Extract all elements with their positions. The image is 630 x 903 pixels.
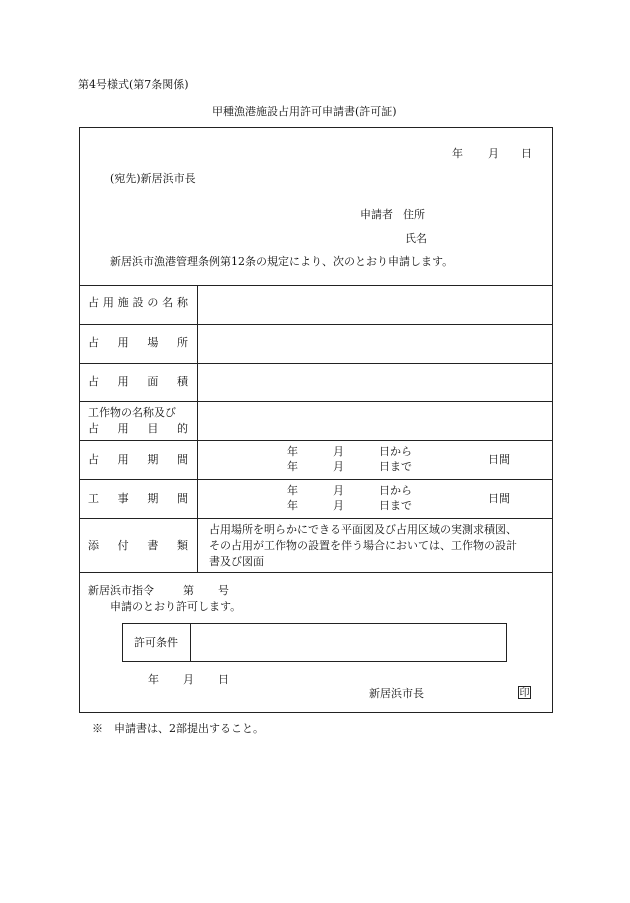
document-title: 甲種漁港施設占用許可申請書(許可証)	[212, 105, 397, 118]
occupancy-from-day: 日から	[379, 445, 412, 458]
occupancy-until-day: 日まで	[379, 460, 412, 473]
table-rule	[79, 479, 553, 480]
permit-statement: 申請のとおり許可します。	[110, 600, 242, 613]
attachments-text-line3: 書及び図面	[209, 555, 264, 568]
row-label-construction-period: 工 事 期 間	[88, 492, 188, 505]
row-label-structure-line1: 工作物の名称及び	[88, 406, 176, 419]
construction-from-month: 月	[333, 484, 344, 497]
row-label-facility-name: 占 用 施 設 の 名 称	[88, 296, 188, 309]
row-label-area: 占 用 面 積	[88, 375, 188, 388]
row-label-location: 占 用 場 所	[88, 336, 188, 349]
permit-go: 号	[218, 584, 229, 597]
table-rule	[79, 324, 553, 325]
occupancy-from-year: 年	[287, 445, 298, 458]
date-year: 年	[452, 147, 463, 160]
permit-conditions-divider	[190, 623, 191, 662]
table-rule	[79, 285, 553, 286]
row-label-occupancy-period: 占 用 期 間	[88, 453, 188, 466]
applicant-name-label: 氏名	[405, 232, 427, 245]
form-number: 第4号様式(第7条関係)	[78, 78, 189, 91]
construction-until-day: 日まで	[379, 499, 412, 512]
permit-date-day: 日	[218, 673, 229, 686]
permit-mayor: 新居浜市長	[369, 687, 424, 700]
row-label-structure-line2: 占 用 目 的	[88, 422, 188, 435]
occupancy-until-year: 年	[287, 460, 298, 473]
applicant-label: 申請者	[360, 208, 393, 221]
addressee: (宛先)新居浜市長	[110, 172, 196, 185]
permit-directive: 新居浜市指令	[88, 584, 154, 597]
table-column-divider	[197, 285, 198, 572]
occupancy-until-month: 月	[333, 460, 344, 473]
footnote: ※ 申請書は、2部提出すること。	[92, 722, 264, 735]
permit-conditions-label: 許可条件	[134, 636, 178, 649]
table-rule	[79, 363, 553, 364]
application-statement: 新居浜市漁港管理条例第12条の規定により、次のとおり申請します。	[110, 255, 454, 268]
permit-date-month: 月	[183, 673, 194, 686]
permit-conditions-box	[122, 623, 507, 662]
occupancy-days: 日間	[488, 453, 510, 466]
occupancy-from-month: 月	[333, 445, 344, 458]
permit-date-year: 年	[148, 673, 159, 686]
permit-dai: 第	[183, 584, 194, 597]
attachments-text-line2: その占用が工作物の設置を伴う場合においては、工作物の設計	[209, 539, 517, 552]
table-rule	[79, 572, 553, 573]
construction-from-day: 日から	[379, 484, 412, 497]
construction-until-month: 月	[333, 499, 344, 512]
table-rule	[79, 518, 553, 519]
table-rule	[79, 401, 553, 402]
seal-mark: 印	[519, 688, 530, 699]
construction-until-year: 年	[287, 499, 298, 512]
construction-days: 日間	[488, 492, 510, 505]
attachments-text-line1: 占用場所を明らかにできる平面図及び占用区域の実測求積図、	[209, 523, 517, 536]
date-day: 日	[521, 147, 532, 160]
construction-from-year: 年	[287, 484, 298, 497]
applicant-address-label: 住所	[403, 208, 425, 221]
date-month: 月	[488, 147, 499, 160]
table-rule	[79, 440, 553, 441]
row-label-attachments: 添 付 書 類	[88, 539, 188, 552]
